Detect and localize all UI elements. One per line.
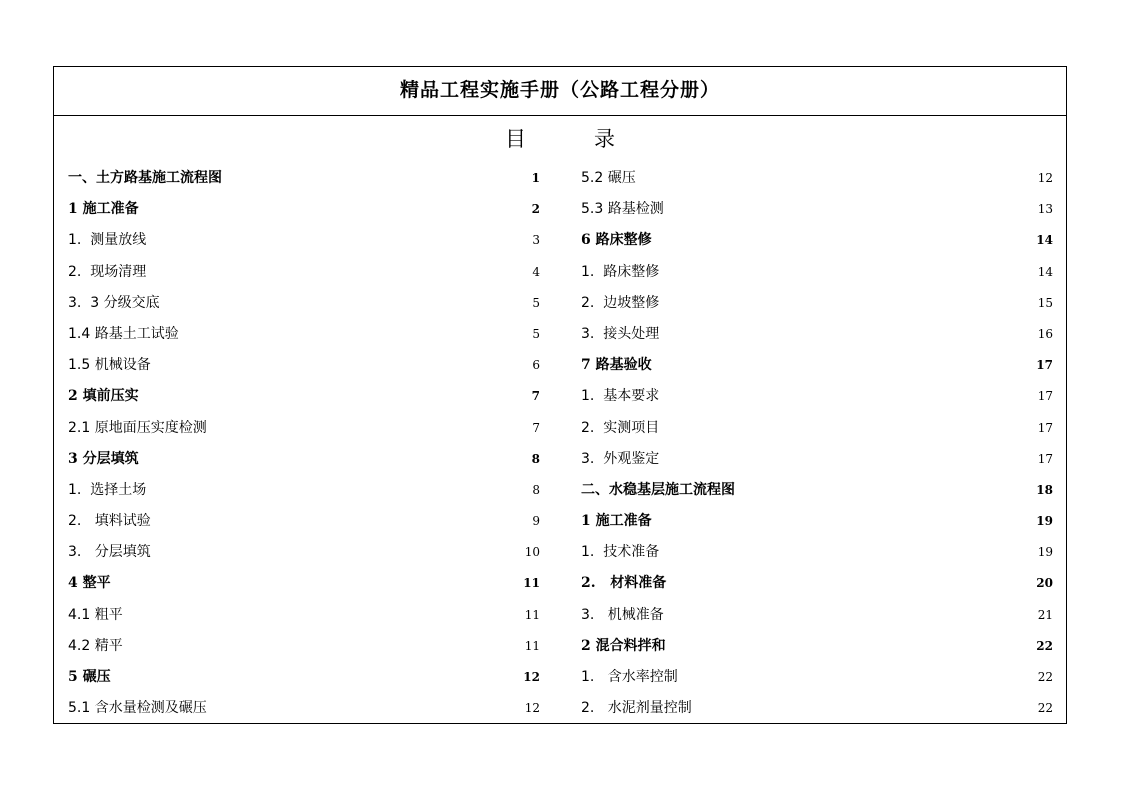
toc-entry-page-number: 18 [1036, 482, 1053, 497]
toc-entry-page-number: 12 [524, 701, 540, 716]
toc-entry [68, 693, 540, 724]
toc-entry-label: 一、土方路基施工流程图 [68, 170, 222, 186]
toc-entry-label: 1. 选择土场 [68, 481, 147, 498]
toc-entry-page-number: 10 [524, 545, 540, 560]
toc-entry [581, 413, 1053, 444]
toc-entry-page-number: 14 [1036, 233, 1053, 248]
toc-entry [581, 350, 1053, 381]
toc-entry-label: 5.2 碾压 [581, 170, 636, 186]
toc-entry-page-number: 5 [532, 295, 540, 310]
toc-entry-page-number: 14 [1037, 264, 1053, 279]
toc-entry [68, 475, 540, 506]
toc-heading: 目录 [505, 127, 683, 151]
toc-entry-label: 2. 填料试验 [68, 513, 151, 530]
toc-entry [581, 693, 1053, 724]
toc-entry-label: 2. 材料准备 [581, 575, 667, 592]
toc-entry-label: 1. 技术准备 [581, 544, 660, 561]
toc-entry-label: 2 填前压实 [68, 388, 139, 405]
toc-entry-label: 3. 3 分级交底 [68, 294, 160, 311]
toc-entry-page-number: 7 [531, 389, 540, 404]
toc-entry-page-number: 12 [523, 670, 540, 684]
toc-entry-label: 2. 水泥剂量控制 [581, 700, 692, 717]
toc-entry-label: 3 分层填筑 [68, 450, 139, 467]
toc-entry [68, 194, 540, 225]
toc-entry-page-number: 22 [1037, 701, 1053, 716]
toc-entry-label: 6 路床整修 [581, 232, 652, 249]
toc-entry-page-number: 5 [532, 326, 540, 341]
toc-entry [581, 194, 1053, 225]
toc-entry [68, 225, 540, 256]
toc-entry-label: 5.3 路基检测 [581, 201, 664, 218]
toc-entry-label: 2. 实测项目 [581, 419, 660, 436]
toc-entry [581, 319, 1053, 350]
toc-entry-label: 2.1 原地面压实度检测 [68, 419, 207, 436]
toc-entry [581, 475, 1053, 506]
toc-entry [581, 163, 1053, 194]
toc-entry-page-number: 2 [531, 202, 540, 217]
toc-entry [581, 600, 1053, 631]
toc-entry [68, 163, 540, 194]
toc-entry [68, 631, 540, 662]
toc-entry-label: 5 碾压 [68, 669, 111, 685]
toc-entry-page-number: 22 [1037, 670, 1053, 684]
toc-entry [581, 225, 1053, 256]
toc-entry-page-number: 11 [524, 607, 540, 622]
toc-entry [581, 444, 1053, 475]
toc-entry-label: 二、水稳基层施工流程图 [581, 481, 735, 498]
toc-entry-page-number: 6 [532, 358, 540, 373]
toc-entry-page-number: 8 [531, 451, 540, 466]
toc-entry-page-number: 17 [1037, 420, 1053, 435]
toc-entry-page-number: 11 [524, 638, 540, 653]
toc-entry [68, 288, 540, 319]
toc-entry [581, 257, 1053, 288]
toc-entry-page-number: 17 [1036, 358, 1053, 373]
toc-entry-label: 1 施工准备 [581, 513, 652, 530]
toc-entry-page-number: 12 [1037, 171, 1053, 185]
toc-entry [68, 568, 540, 599]
toc-entry-label: 2. 现场清理 [68, 263, 147, 280]
toc-entry [581, 662, 1053, 693]
toc-entry [68, 662, 540, 693]
toc-entry-label: 7 路基验收 [581, 357, 652, 374]
toc-entry-page-number: 15 [1037, 295, 1053, 310]
toc-entry [68, 350, 540, 381]
document-title: 精品工程实施手册（公路工程分册） [54, 67, 1066, 116]
toc-entry-label: 4 整平 [68, 575, 111, 592]
toc-entry-label: 3. 机械准备 [581, 606, 664, 623]
toc-entry-label: 1. 基本要求 [581, 388, 660, 405]
toc-entry-label: 3. 分层填筑 [68, 544, 151, 561]
toc-entry [581, 568, 1053, 599]
toc-entry [68, 381, 540, 412]
toc-entry [581, 631, 1053, 662]
toc-entry [68, 319, 540, 350]
toc-entry-label: 2. 边坡整修 [581, 294, 660, 311]
toc-entry-page-number: 3 [532, 233, 540, 248]
toc-entry-page-number: 20 [1036, 576, 1053, 591]
toc-entry [68, 537, 540, 568]
toc-entry-page-number: 11 [523, 576, 540, 591]
toc-entry-page-number: 4 [532, 264, 540, 279]
toc-entry-label: 1. 测量放线 [68, 232, 147, 249]
toc-entry [581, 537, 1053, 568]
toc-entry-label: 5.1 含水量检测及碾压 [68, 700, 207, 717]
toc-entry-label: 2 混合料拌和 [581, 637, 666, 654]
toc-right-column [581, 163, 1053, 724]
toc-entry-label: 1. 含水率控制 [581, 669, 678, 685]
toc-entry [68, 413, 540, 444]
toc-entry-label: 1 施工准备 [68, 201, 139, 218]
toc-entry-page-number: 8 [532, 482, 540, 497]
toc-entry-page-number: 16 [1037, 326, 1053, 341]
toc-entry [68, 506, 540, 537]
toc-entry [68, 600, 540, 631]
toc-entry-page-number: 22 [1036, 638, 1053, 653]
toc-entry-label: 4.2 精平 [68, 637, 123, 654]
toc-entry [581, 381, 1053, 412]
toc-entry-page-number: 19 [1037, 545, 1053, 560]
toc-entry-page-number: 13 [1037, 202, 1053, 217]
toc-left-column [68, 163, 540, 724]
toc-entry-page-number: 21 [1037, 607, 1053, 622]
toc-entry-label: 4.1 粗平 [68, 606, 123, 623]
toc-entry-page-number: 17 [1037, 451, 1053, 466]
toc-entry [581, 506, 1053, 537]
toc-entry-page-number: 7 [532, 420, 540, 435]
toc-entry-label: 1. 路床整修 [581, 263, 660, 280]
toc-entry-page-number: 1 [531, 171, 540, 185]
toc-entry-label: 3. 外观鉴定 [581, 450, 660, 467]
toc-entry-label: 1.4 路基土工试验 [68, 325, 179, 342]
toc-entry-page-number: 19 [1036, 514, 1053, 529]
toc-entry-page-number: 9 [532, 514, 540, 529]
toc-entry [581, 288, 1053, 319]
toc-entry [68, 444, 540, 475]
toc-entry [68, 257, 540, 288]
toc-entry-page-number: 17 [1037, 389, 1053, 404]
toc-entry-label: 1.5 机械设备 [68, 357, 151, 374]
toc-entry-label: 3. 接头处理 [581, 325, 660, 342]
toc-sheet [53, 66, 1067, 724]
